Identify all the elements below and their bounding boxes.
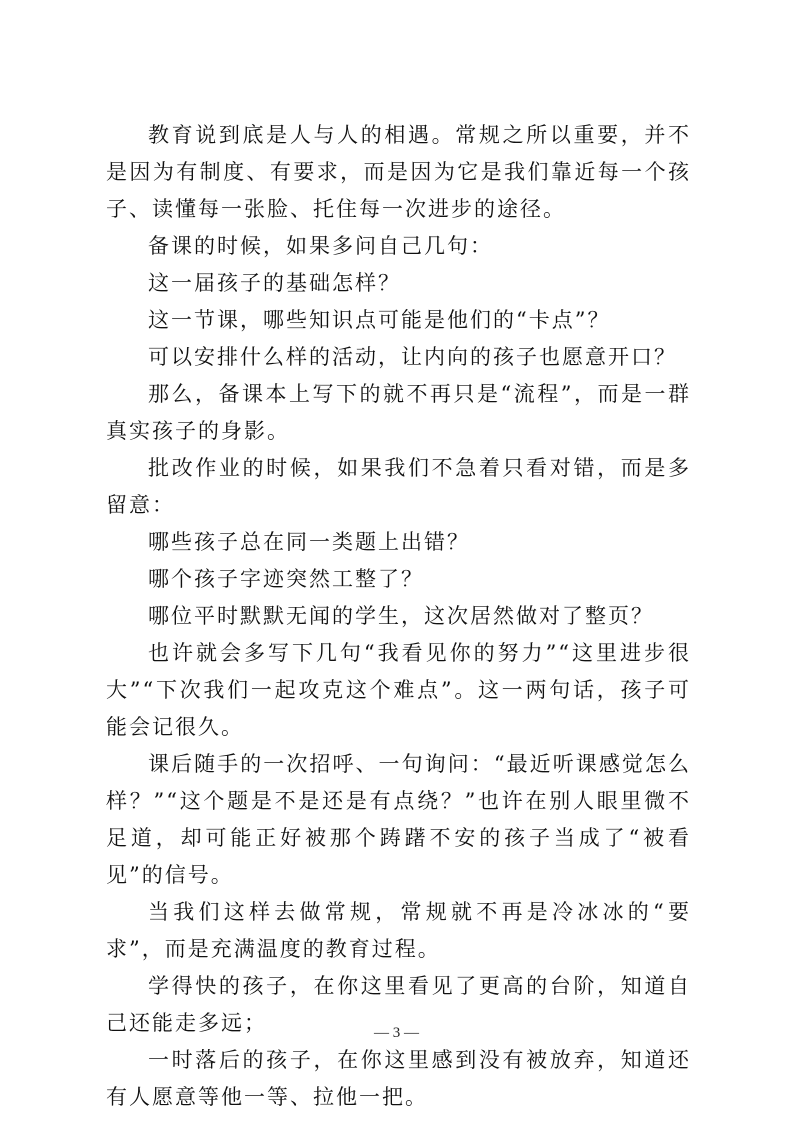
paragraph: 哪些孩子总在同一类题上出错？	[148, 530, 470, 554]
paragraph: 批改作业的时候，如果我们不急着只看对错，而是多留意：	[106, 456, 691, 517]
paragraph: 当我们这样去做常规，常规就不再是冷冰冰的“要求”，而是充满温度的教育过程。	[106, 900, 691, 961]
paragraph: 这一节课，哪些知识点可能是他们的“卡点”？	[148, 308, 611, 332]
body-text	[106, 117, 691, 1116]
paragraph: 学得快的孩子，在你这里看见了更高的台阶，知道自己还能走多远；	[106, 974, 691, 1035]
paragraph: 那么，备课本上写下的就不再只是“流程”，而是一群真实孩子的身影。	[106, 382, 691, 443]
paragraph: 课后随手的一次招呼、一句询问：“最近听课感觉怎么样？”“这个题是不是还是有点绕？”也许在别人眼里微不足道，却可能正好被那个踌躇不安的孩子当成了“被看见”的信号。	[106, 752, 691, 887]
paragraph: 哪个孩子字迹突然工整了？	[148, 567, 424, 591]
paragraph: 也许就会多写下几句“我看见你的努力”“这里进步很大”“下次我们一起攻克这个难点”。这一两句话，孩子可能会记很久。	[106, 641, 691, 739]
paragraph: 备课的时候，如果多问自己几句：	[148, 234, 493, 258]
paragraph: 教育说到底是人与人的相遇。常规之所以重要，并不是因为有制度、有要求，而是因为它是我们靠近每一个孩子、读懂每一张脸、托住每一次进步的途径。	[106, 123, 691, 221]
paragraph: 一时落后的孩子，在你这里感到没有被放弃，知道还有人愿意等他一等、拉他一把。	[106, 1048, 691, 1109]
paragraph: 这一届孩子的基础怎样？	[148, 271, 401, 295]
paragraph: 哪位平时默默无闻的学生，这次居然做对了整页？	[148, 604, 654, 628]
paragraph: 可以安排什么样的活动，让内向的孩子也愿意开口？	[148, 345, 677, 369]
page-number: — 3 —	[374, 1025, 419, 1041]
